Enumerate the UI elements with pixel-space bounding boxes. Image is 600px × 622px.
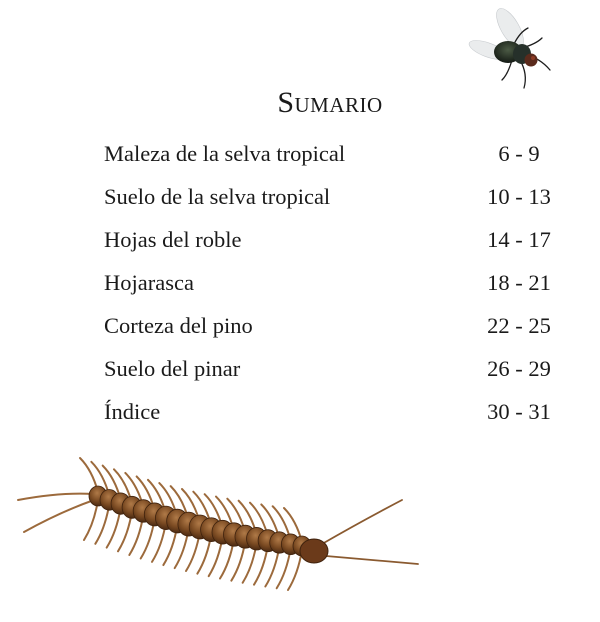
toc-row[interactable] bbox=[104, 310, 574, 353]
toc-row[interactable] bbox=[104, 396, 574, 439]
toc-label: Índice bbox=[104, 399, 161, 424]
toc-label: Suelo de la selva tropical bbox=[104, 184, 331, 209]
toc-pages: 14 - 17 bbox=[487, 227, 551, 252]
toc-label: Corteza del pino bbox=[104, 313, 253, 338]
toc-row[interactable] bbox=[104, 181, 574, 224]
toc-label: Suelo del pinar bbox=[104, 356, 241, 381]
toc-row[interactable] bbox=[104, 138, 574, 181]
toc-row[interactable] bbox=[104, 353, 574, 396]
table-of-contents bbox=[104, 138, 574, 439]
toc-pages: 6 - 9 bbox=[498, 141, 540, 166]
toc-pages: 26 - 29 bbox=[487, 356, 551, 381]
toc-label: Hojarasca bbox=[104, 270, 194, 295]
centipede-icon bbox=[10, 452, 430, 612]
toc-label: Hojas del roble bbox=[104, 227, 242, 252]
toc-pages: 22 - 25 bbox=[487, 313, 551, 338]
toc-pages: 18 - 21 bbox=[487, 270, 551, 295]
toc-pages: 30 - 31 bbox=[487, 399, 551, 424]
fly-icon bbox=[462, 8, 556, 94]
toc-row[interactable] bbox=[104, 267, 574, 310]
toc-label: Maleza de la selva tropical bbox=[104, 141, 346, 166]
toc-pages: 10 - 13 bbox=[487, 184, 551, 209]
toc-row[interactable] bbox=[104, 224, 574, 267]
page-title: Sumario bbox=[277, 86, 383, 119]
